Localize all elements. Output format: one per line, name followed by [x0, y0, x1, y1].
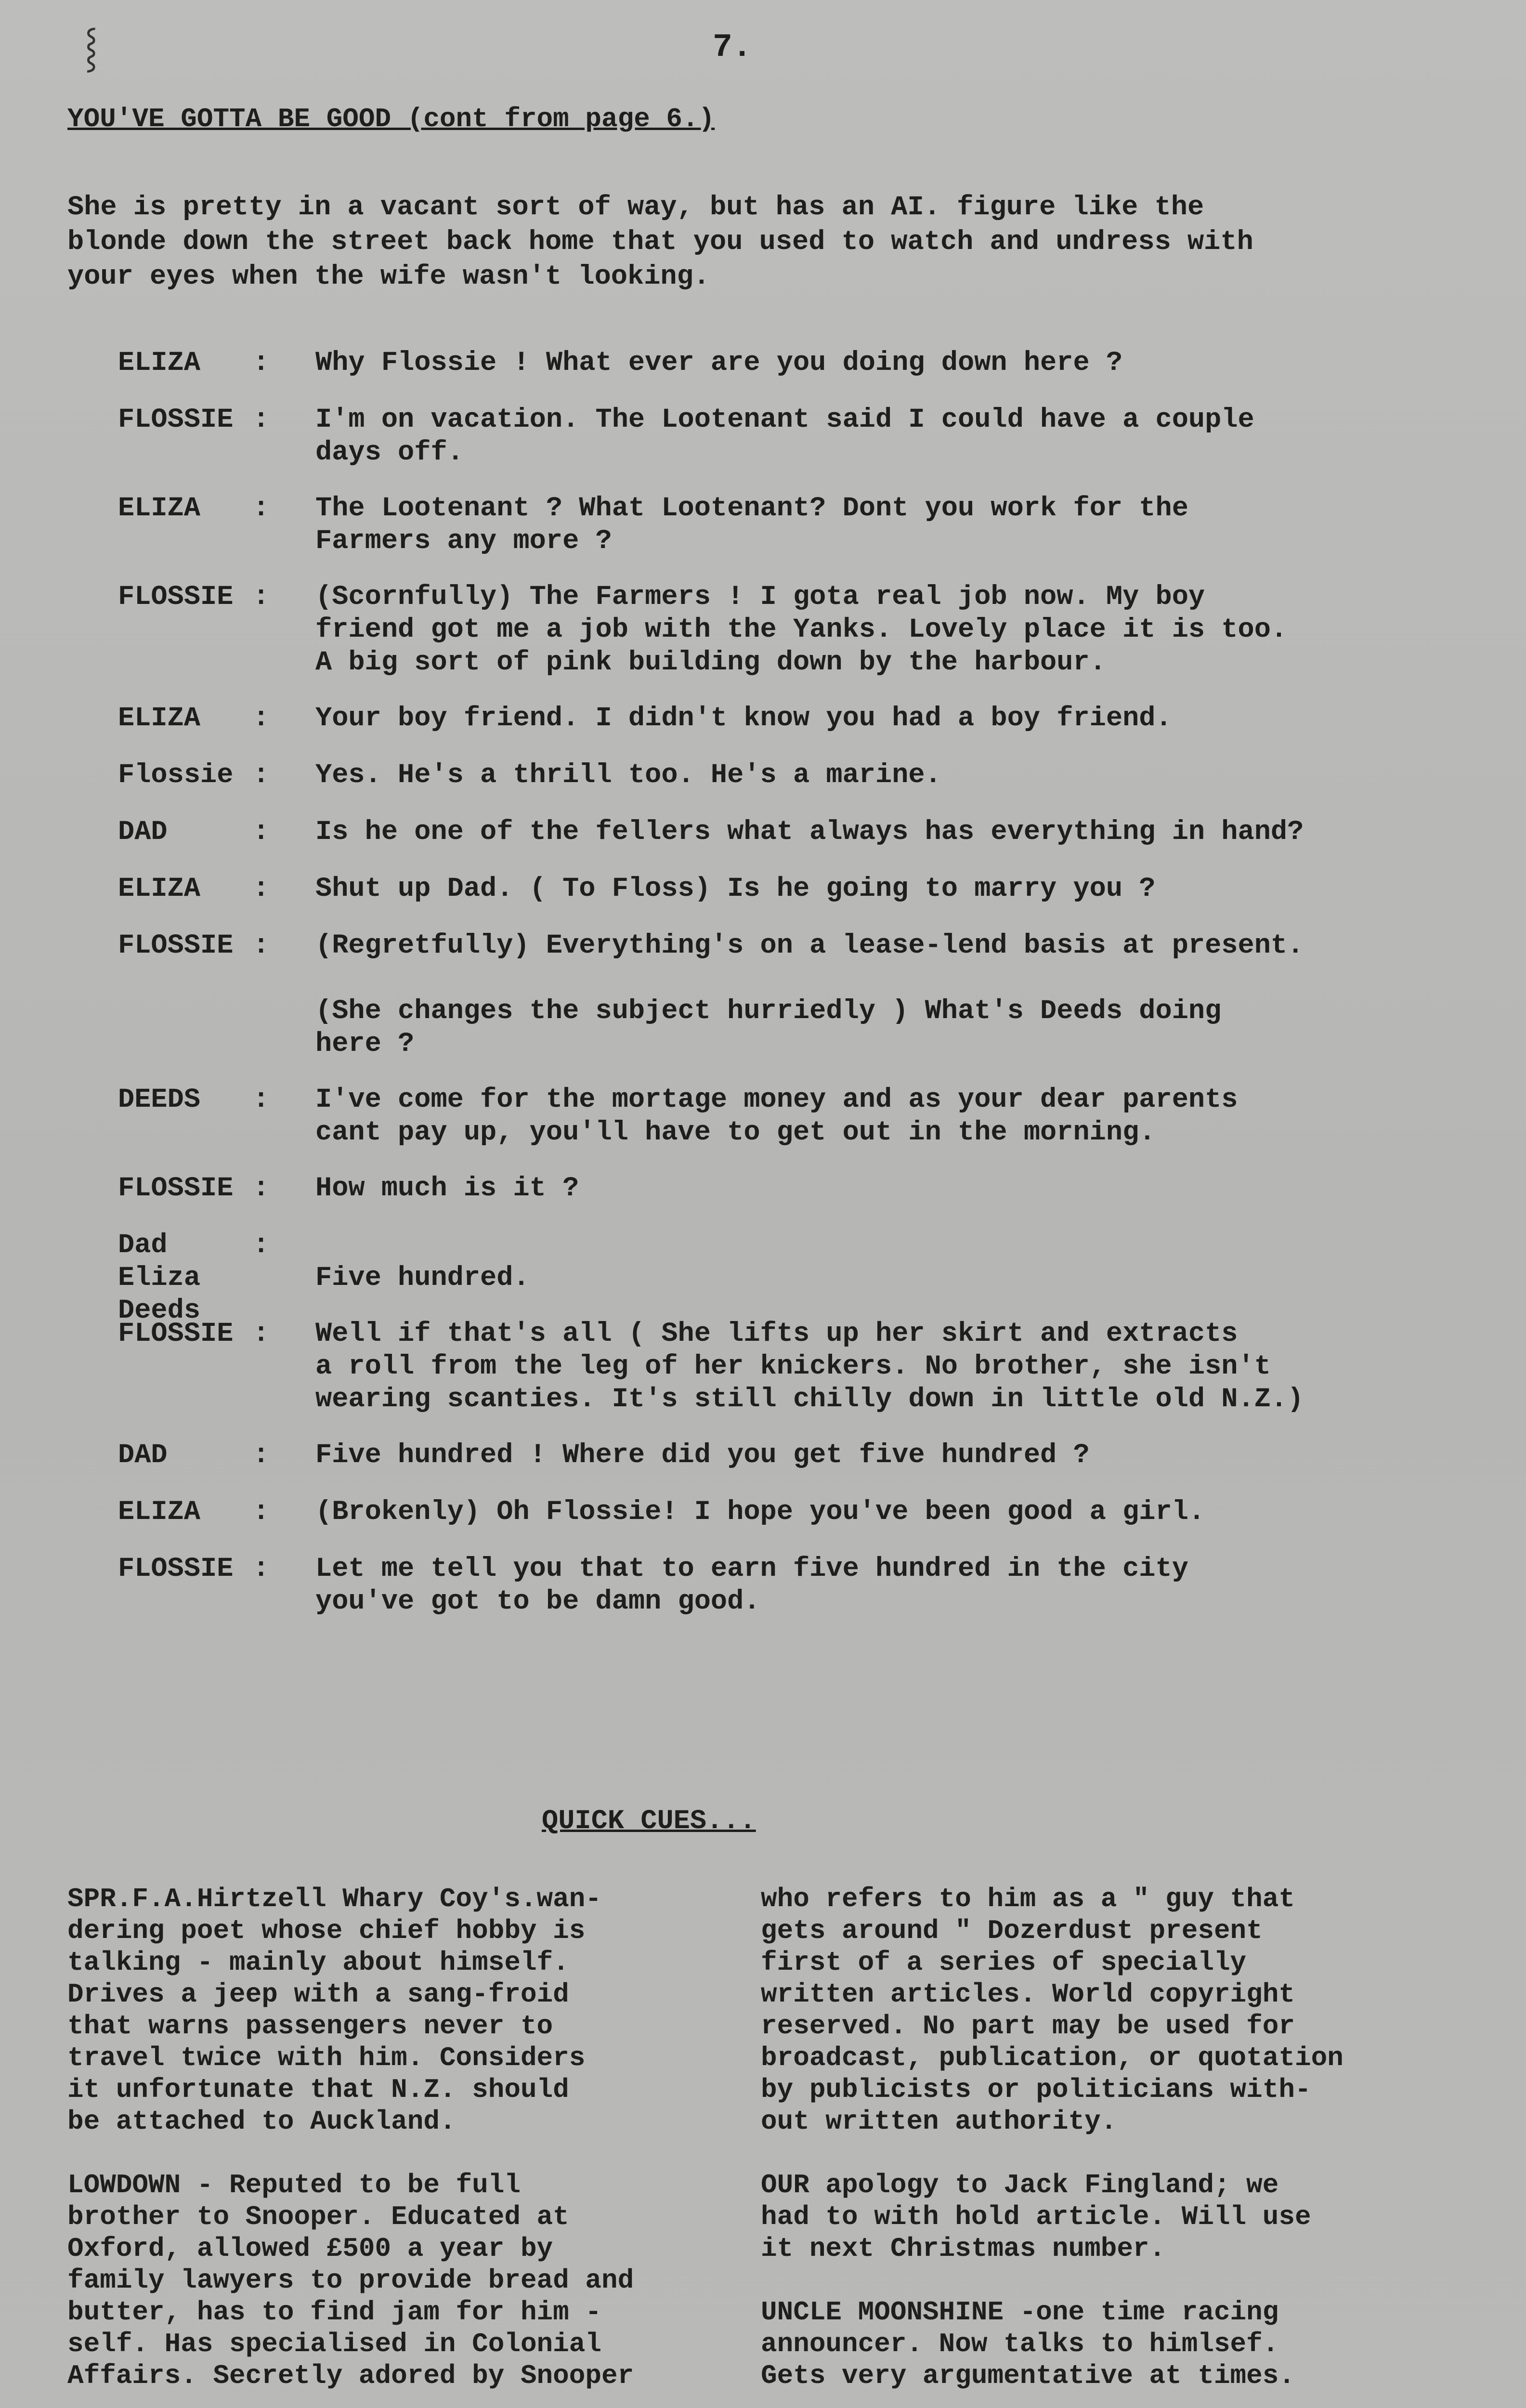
speaker-colon: :	[253, 874, 270, 904]
page-number: 7.	[713, 29, 752, 66]
dialogue-line	[118, 1229, 1466, 1326]
speech-text: The Lootenant ? What Lootenant? Dont you work for the Farmers any more ?	[315, 493, 1188, 557]
speech-text: (Scornfully) The Farmers ! I gota real job now. My boy friend got me a job with the Yanks. Lovely place it is too. A big sort of pink building down by the harbour.	[315, 582, 1288, 678]
speaker-colon: :	[253, 348, 270, 379]
speaker-colon: :	[253, 1497, 270, 1528]
speaker-colon: :	[253, 582, 270, 613]
speech-text: I'm on vacation. The Lootenant said I could have a couple days off.	[315, 405, 1254, 468]
dialogue-line	[118, 759, 1466, 793]
speech-text: (Brokenly) Oh Flossie! I hope you've been good a girl.	[315, 1497, 1205, 1528]
speech-text: Shut up Dad. ( To Floss) Is he going to marry you ?	[315, 874, 1156, 904]
dialogue-line	[118, 492, 1466, 558]
staple-mark: ⸾	[84, 28, 98, 72]
speech-text: Yes. He's a thrill too. He's a marine.	[315, 760, 941, 791]
dialogue-line	[118, 1172, 1466, 1206]
dialogue-line	[118, 1439, 1466, 1473]
speaker-name: ELIZA	[118, 493, 201, 524]
quick-cue-paragraph: SPR.F.A.Hirtzell Whary Coy's.wan- dering poet whose chief hobby is talking - mainly about himself. Drives a jeep with a sang-froid that warns passengers never to travel twice with him. Considers it unfortunate that N.Z. should be attached to Auckland.	[67, 1884, 601, 2137]
speaker-colon: :	[253, 817, 270, 848]
speaker-colon: :	[253, 1554, 270, 1584]
speaker-colon: :	[253, 493, 270, 524]
speech-text: Five hundred ! Where did you get five hundred ?	[315, 1440, 1090, 1471]
speaker-colon: :	[253, 1230, 270, 1261]
intro-paragraph: She is pretty in a vacant sort of way, but has an AI. figure like the blonde down the street back home that you used to watch and undress with your eyes when the wife wasn't looking.	[67, 192, 1253, 292]
speech-text: Well if that's all ( She lifts up her skirt and extracts a roll from the leg of her knickers. No brother, she isn't wearing scanties. It's still chilly down in little old N.Z.)	[315, 1319, 1304, 1415]
dialogue-line	[118, 873, 1466, 906]
speaker-name: Flossie	[118, 760, 234, 791]
dialogue-line	[118, 347, 1466, 380]
speaker-name: FLOSSIE	[118, 1554, 234, 1584]
speech-text: How much is it ?	[315, 1173, 579, 1204]
speech-text: Five hundred.	[315, 1263, 530, 1294]
dialogue-line	[118, 1496, 1466, 1530]
speaker-name: Dad Eliza Deeds	[118, 1230, 201, 1326]
speaker-name: FLOSSIE	[118, 1319, 234, 1349]
speaker-name: DEEDS	[118, 1085, 201, 1115]
speaker-colon: :	[253, 703, 270, 734]
dialogue-line	[118, 1318, 1466, 1416]
speaker-name: FLOSSIE	[118, 930, 234, 961]
speaker-colon: :	[253, 1085, 270, 1115]
speaker-colon: :	[253, 760, 270, 791]
speaker-name: FLOSSIE	[118, 405, 234, 435]
speaker-name: ELIZA	[118, 874, 201, 904]
speaker-name: FLOSSIE	[118, 1173, 234, 1204]
dialogue-line	[118, 404, 1466, 469]
speech-text: I've come for the mortage money and as your dear parents cant pay up, you'll have to get out in the morning.	[315, 1085, 1238, 1148]
speech-text: Your boy friend. I didn't know you had a boy friend.	[315, 703, 1172, 734]
speaker-name: ELIZA	[118, 348, 201, 379]
speaker-colon: :	[253, 1173, 270, 1204]
quick-cue-paragraph: who refers to him as a " guy that gets around " Dozerdust present first of a series of specially written articles. World copyright reserved. No part may be used for broadcast, publication, or quotation by publicists or politicians with- out written authority.	[761, 1884, 1343, 2137]
quick-cues-right-column	[761, 1883, 1483, 2408]
speaker-colon: :	[253, 1440, 270, 1471]
speaker-name: FLOSSIE	[118, 582, 234, 613]
dialogue-script	[118, 347, 1466, 1641]
speaker-name: ELIZA	[118, 703, 201, 734]
quick-cues-left-column	[67, 1883, 742, 2408]
speaker-name: ELIZA	[118, 1497, 201, 1528]
quick-cue-paragraph: OUR apology to Jack Fingland; we had to with hold article. Will use it next Christmas number.	[761, 2170, 1311, 2264]
dialogue-line	[118, 929, 1466, 1060]
speech-text: Let me tell you that to earn five hundred in the city you've got to be damn good.	[315, 1554, 1188, 1617]
dialogue-line	[118, 816, 1466, 850]
speaker-name: DAD	[118, 817, 168, 848]
dialogue-line	[118, 702, 1466, 736]
speaker-name: DAD	[118, 1440, 168, 1471]
quick-cues-title: QUICK CUES...	[542, 1806, 756, 1837]
article-heading: YOU'VE GOTTA BE GOOD (cont from page 6.)	[67, 104, 715, 134]
speech-text: Is he one of the fellers what always has everything in hand?	[315, 817, 1304, 848]
dialogue-line	[118, 581, 1466, 679]
quick-cue-paragraph: LOWDOWN - Reputed to be full brother to Snooper. Educated at Oxford, allowed £500 a year by family lawyers to provide bread and butter, has to find jam for him - self. Has specialised in Colonial Affairs. Secretly adored by Snooper	[67, 2170, 634, 2391]
dialogue-line	[118, 1553, 1466, 1618]
speaker-colon: :	[253, 405, 270, 435]
quick-cue-paragraph: UNCLE MOONSHINE -one time racing announcer. Now talks to himlsef. Gets very argumentative at times.	[761, 2297, 1295, 2391]
speech-text: Why Flossie ! What ever are you doing down here ?	[315, 348, 1123, 379]
speech-text: (Regretfully) Everything's on a lease-lend basis at present. (She changes the subject hurriedly ) What's Deeds doing here ?	[315, 930, 1304, 1060]
speaker-colon: :	[253, 930, 270, 961]
speaker-colon: :	[253, 1319, 270, 1349]
dialogue-line	[118, 1084, 1466, 1149]
